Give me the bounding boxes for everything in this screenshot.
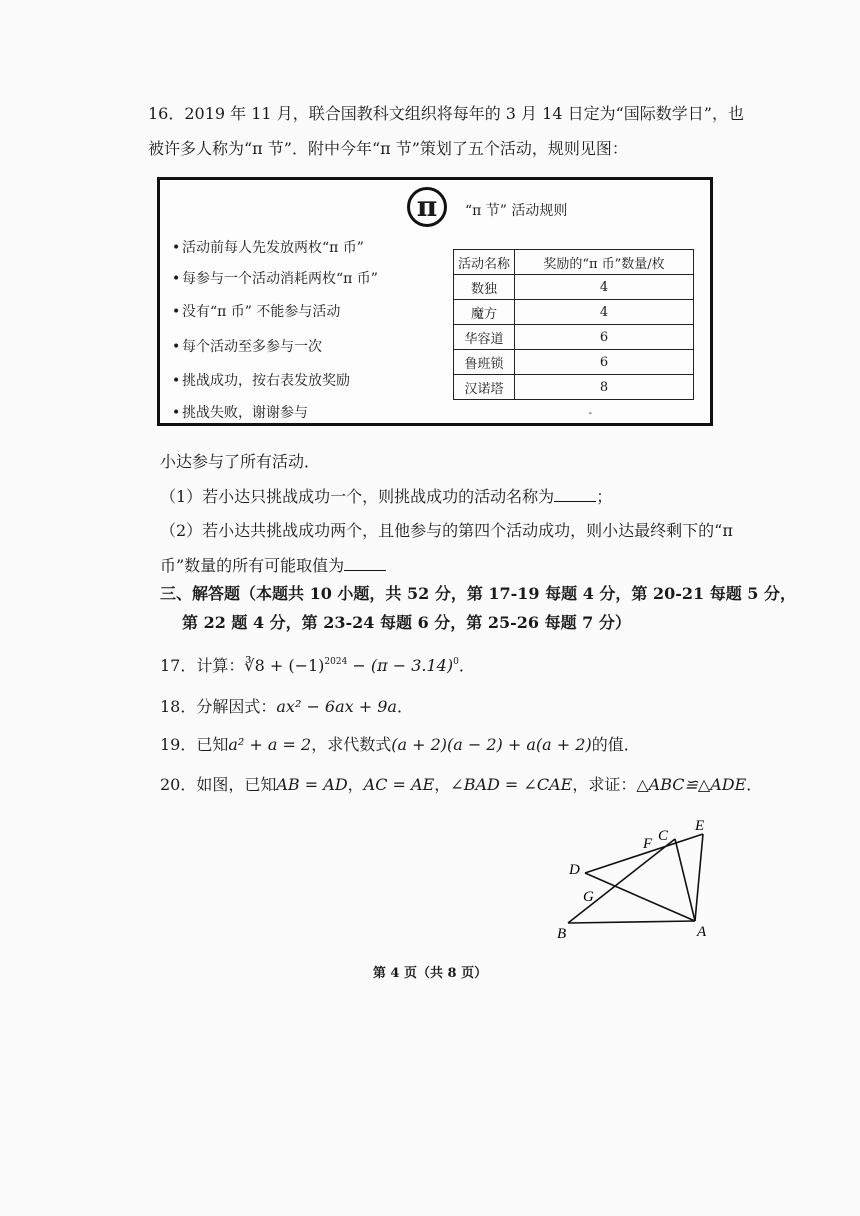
q20-goal: △ABC≌△ADE — [636, 775, 747, 794]
label-E: E — [695, 818, 705, 834]
bullet-icon: • — [172, 304, 181, 320]
rules-title: “π 节” 活动规则 — [465, 203, 568, 219]
rules-box — [157, 177, 713, 426]
q19 — [160, 734, 640, 756]
label-B: B — [557, 926, 567, 940]
q18-prefix: 18．分解因式： — [160, 697, 277, 716]
q20-sep2: ， — [434, 775, 451, 794]
rule-text: 挑战失败，谢谢参与 — [182, 405, 308, 421]
q20-c3: ∠BAD = ∠CAE — [450, 775, 573, 794]
q18-suffix: ． — [396, 697, 413, 716]
rule-item — [172, 237, 364, 257]
q19-prefix: 19．已知 — [160, 735, 229, 754]
q17-exp1: 2024 — [324, 657, 348, 667]
q16-intro: 小达参与了所有活动． — [160, 452, 321, 471]
q20-c2: AC = AE — [363, 775, 435, 794]
table-row — [454, 300, 694, 325]
q19-suffix: 的值． — [591, 735, 640, 754]
scan-mark: - — [588, 408, 592, 419]
table-header-row — [454, 250, 694, 275]
q16-part2-line1: （2）若小达共挑战成功两个，且他参与的第四个活动成功，则小达最终剩下的“π — [160, 521, 733, 540]
rule-item — [172, 268, 378, 288]
q17-suffix: ． — [458, 656, 475, 675]
section3-header-line1: 三、解答题（本题共 10 小题，共 52 分，第 17-19 每题 4 分，第 20-21 每题 5 分， — [160, 584, 796, 603]
table-cell: 4 — [515, 275, 694, 300]
table-header-cell: 奖励的“π 币”数量/枚 — [515, 250, 694, 275]
table-row — [454, 325, 694, 350]
rule-text: 挑战成功，按右表发放奖励 — [182, 373, 350, 389]
table-cell: 汉诺塔 — [454, 375, 515, 400]
table-cell: 魔方 — [454, 300, 515, 325]
table-cell: 鲁班锁 — [454, 350, 515, 375]
table-row — [454, 275, 694, 300]
q19-cond: a² + a = 2 — [228, 735, 312, 754]
segment-CA — [675, 839, 695, 921]
table-cell: 数独 — [454, 275, 515, 300]
table-cell: 华容道 — [454, 325, 515, 350]
q19-expr: (a + 2)(a − 2) + a(a + 2) — [391, 735, 592, 754]
label-D: D — [569, 862, 580, 878]
section3-header-line2: 第 22 题 4 分，第 23-24 每题 6 分，第 25-26 每题 7 分） — [182, 613, 631, 632]
label-G: G — [583, 889, 594, 905]
q20-suffix: ． — [746, 775, 763, 794]
table-cell: 8 — [515, 375, 694, 400]
rule-text: 没有“π 币” 不能参与活动 — [182, 304, 341, 320]
pi-logo-icon: π — [407, 187, 447, 227]
bullet-icon: • — [172, 240, 181, 256]
bullet-icon: • — [172, 271, 181, 287]
bullet-icon: • — [172, 339, 181, 355]
q17-prefix: 17．计算： — [160, 656, 245, 675]
q16-part1-end: ； — [596, 487, 613, 506]
segment-EA — [695, 834, 703, 921]
q16-part2-text: 币”数量的所有可能取值为 — [160, 556, 345, 575]
rule-text: 每个活动至多参与一次 — [182, 339, 322, 355]
table-header-cell: 活动名称 — [454, 250, 515, 275]
label-C: C — [658, 828, 669, 844]
q16-part1-text: （1）若小达只挑战成功一个，则挑战成功的活动名称为 — [160, 487, 555, 506]
rule-item — [172, 370, 350, 390]
q17 — [160, 655, 475, 677]
rule-item — [172, 301, 340, 321]
rule-item — [172, 336, 322, 356]
table-row — [454, 350, 694, 375]
rule-text: 每参与一个活动消耗两枚“π 币” — [182, 271, 378, 287]
bullet-icon: • — [172, 373, 181, 389]
q16-line1: 16．2019 年 11 月，联合国教科文组织将每年的 3 月 14 日定为“国际数学日”，也 — [148, 104, 744, 123]
q16-line2: 被许多人称为“π 节”．附中今年“π 节”策划了五个活动，规则见图： — [148, 139, 628, 158]
q18-expr: ax² − 6ax + 9a — [276, 697, 397, 716]
q16-part2-line2 — [160, 554, 386, 577]
q17-radical: ∛8 — [244, 656, 265, 675]
bullet-icon: • — [172, 405, 181, 421]
table-cell: 6 — [515, 325, 694, 350]
q20-prefix: 20．如图，已知 — [160, 775, 277, 794]
q17-term3: − (π − 3.14) — [347, 656, 454, 675]
label-A: A — [697, 924, 707, 940]
answer-blank-2[interactable] — [344, 554, 386, 571]
answer-blank-1[interactable] — [554, 485, 596, 502]
q16-part1 — [160, 485, 612, 508]
geometry-figure — [555, 810, 725, 940]
table-cell: 6 — [515, 350, 694, 375]
table-row — [454, 375, 694, 400]
segment-BC — [568, 839, 675, 923]
q20-sep1: ， — [347, 775, 364, 794]
rule-text: 活动前每人先发放两枚“π 币” — [182, 240, 364, 256]
q20-mid: ，求证： — [572, 775, 637, 794]
q20 — [160, 774, 762, 796]
q18 — [160, 696, 413, 718]
rule-item — [172, 402, 308, 422]
segment-BA — [568, 921, 695, 923]
q20-c1: AB = AD — [276, 775, 348, 794]
reward-table — [453, 249, 694, 400]
page-footer: 第 4 页（共 8 页） — [372, 966, 488, 981]
q19-mid: ，求代数式 — [311, 735, 392, 754]
q17-exp2: 0 — [453, 657, 459, 667]
q17-term2: + (−1) — [264, 656, 325, 675]
label-F: F — [643, 836, 653, 852]
table-cell: 4 — [515, 300, 694, 325]
